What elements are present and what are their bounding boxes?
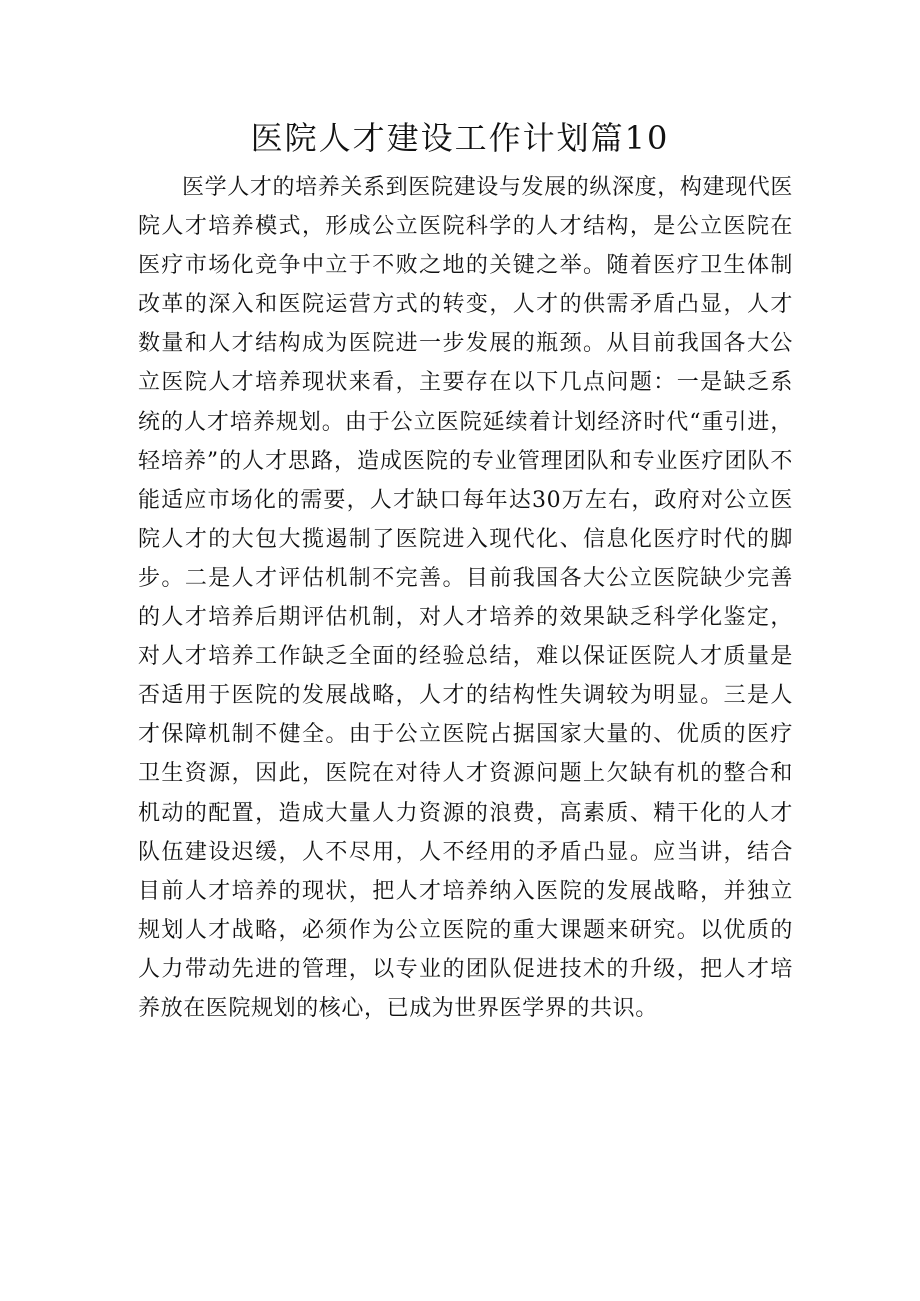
document-title: 医院人才建设工作计划篇10: [250, 119, 670, 157]
body-paragraph: 医学人才的培养关系到医院建设与发展的纵深度，构建现代医院人才培养模式，形成公立医院科学的人才结构，是公立医院在医疗市场化竞争中立于不败之地的关键之举。随着医疗卫生体制改革的深入和医院运营方式的转变，人才的供需矛盾凸显，人才数量和人才结构成为医院进一步发展的瓶颈。从目前我国各大公立医院人才培养现状来看，主要存在以下几点问题：一是缺乏系统的人才培养规划。由于公立医院延续着计划经济时代“重引进，轻培养”的人才思路，造成医院的专业管理团队和专业医疗团队不能适应市场化的需要，人才缺口每年达30万左右，政府对公立医院人才的大包大揽遏制了医院进入现代化、信息化医疗时代的脚步。二是人才评估机制不完善。目前我国各大公立医院缺少完善的人才培养后期评估机制，对人才培养的效果缺乏科学化鉴定，对人才培养工作缺乏全面的经验总结，难以保证医院人才质量是否适用于医院的发展战略，人才的结构性失调较为明显。三是人才保障机制不健全。由于公立医院占据国家大量的、优质的医疗卫生资源，因此，医院在对待人才资源问题上欠缺有机的整合和机动的配置，造成大量人力资源的浪费，高素质、精干化的人才队伍建设迟缓，人不尽用，人不经用的矛盾凸显。应当讲，结合目前人才培养的现状，把人才培养纳入医院的发展战略，并独立规划人才战略，必须作为公立医院的重大课题来研究。以优质的人力带动先进的管理，以专业的团队促进技术的升级，把人才培养放在医院规划的核心，已成为世界医学界的共识。: [138, 175, 793, 1021]
